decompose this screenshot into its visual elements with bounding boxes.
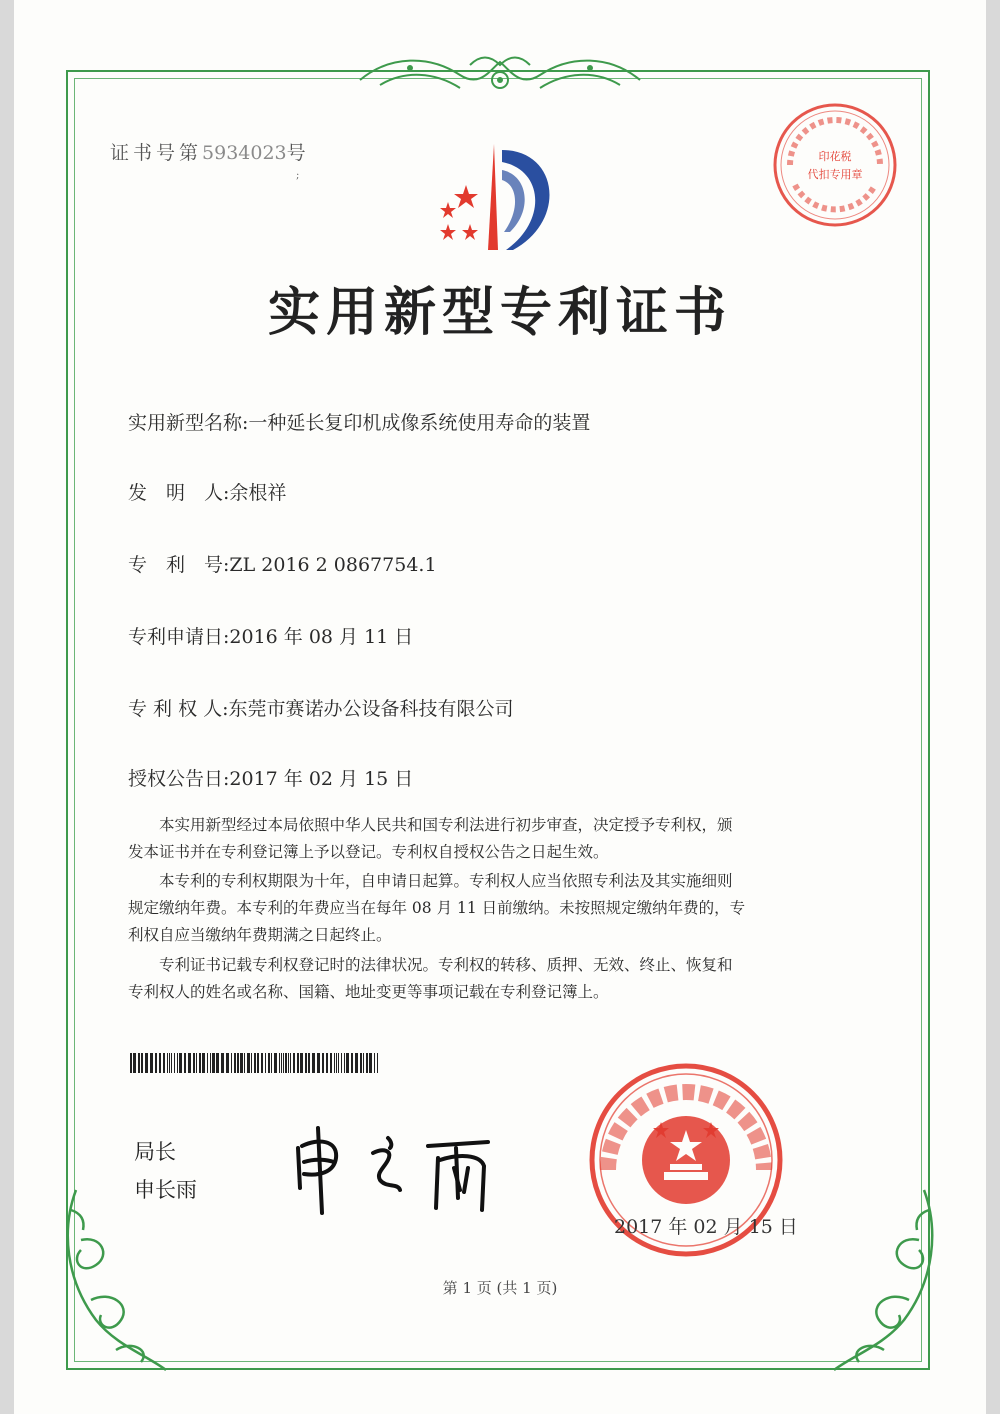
barcode-bar xyxy=(261,1053,263,1073)
body-line: 利权自应当缴纳年费期满之日起终止。 xyxy=(128,926,392,944)
barcode-bar xyxy=(130,1053,132,1073)
field-label: 专利申请日: xyxy=(128,626,230,648)
top-ornament xyxy=(350,50,650,100)
barcode-bar xyxy=(308,1053,310,1073)
barcode-bar xyxy=(169,1053,170,1073)
barcode-bar xyxy=(346,1053,349,1073)
director-name: 申长雨 xyxy=(134,1178,197,1202)
barcode-bar xyxy=(207,1053,208,1073)
barcode-bar xyxy=(145,1053,148,1073)
body-paragraph-2 xyxy=(128,868,854,949)
barcode-bar xyxy=(334,1053,335,1073)
barcode-bar xyxy=(265,1053,266,1073)
body-paragraph-3 xyxy=(128,952,854,1006)
barcode-bar xyxy=(133,1053,136,1073)
barcode-bar xyxy=(196,1053,197,1073)
barcode-bar xyxy=(322,1053,324,1073)
barcode-bar xyxy=(290,1053,291,1073)
barcode-bar xyxy=(199,1053,201,1073)
barcode-bar xyxy=(210,1053,211,1073)
barcode-bar xyxy=(193,1053,195,1073)
body-line: 本专利的专利权期限为十年，自申请日起算。专利权人应当依照专利法及其实施细则 xyxy=(128,872,733,890)
barcode-bar xyxy=(297,1053,299,1073)
barcode-bar xyxy=(281,1053,282,1073)
barcode-bar xyxy=(341,1053,342,1073)
small-mark: ; xyxy=(296,170,300,181)
barcode-bar xyxy=(330,1053,332,1073)
barcode-bar xyxy=(285,1053,287,1073)
barcode-bar xyxy=(355,1053,358,1073)
barcode-bar xyxy=(138,1053,140,1073)
barcode-bar xyxy=(251,1053,252,1073)
barcode-bar xyxy=(360,1053,362,1073)
field-label: 实用新型名称: xyxy=(128,412,249,434)
barcode-bar xyxy=(171,1053,172,1073)
field-label: 授权公告日: xyxy=(128,768,230,790)
field-value: 余根祥 xyxy=(229,482,287,504)
barcode-bar xyxy=(216,1053,219,1073)
barcode-bar xyxy=(231,1053,232,1073)
document-title: 实用新型专利证书 xyxy=(267,283,732,343)
body-line: 本实用新型经过本局依照中华人民共和国专利法进行初步审查，决定授予专利权，颁 xyxy=(128,816,733,834)
barcode-bar xyxy=(240,1053,243,1073)
barcode-bar xyxy=(326,1053,328,1073)
certificate-number-suffix: 号 xyxy=(286,142,310,164)
barcode-bar xyxy=(283,1053,284,1073)
barcode-bar xyxy=(141,1053,143,1073)
svg-text:代扣专用章: 代扣专用章 xyxy=(807,168,863,181)
barcode-bar xyxy=(351,1053,353,1073)
barcode-bar xyxy=(234,1053,236,1073)
body-line: 发本证书并在专利登记簿上予以登记。专利权自授权公告之日起生效。 xyxy=(128,843,609,861)
patent-office-logo-icon xyxy=(418,140,578,260)
barcode-bar xyxy=(366,1053,368,1073)
barcode-bar xyxy=(226,1053,229,1073)
barcode-bar xyxy=(312,1053,315,1073)
barcode-bar xyxy=(300,1053,303,1073)
page-number: 第 1 页 (共 1 页) xyxy=(442,1279,558,1297)
barcode-bar xyxy=(221,1053,224,1073)
barcode-bar xyxy=(247,1053,250,1073)
barcode-bar xyxy=(167,1053,168,1073)
field-filing-date xyxy=(128,622,413,649)
field-label: 发 明 人: xyxy=(128,482,230,504)
seal-date: 2017 年 02 月 15 日 xyxy=(614,1216,798,1238)
body-line: 规定缴纳年费。本专利的年费应当在每年 08 月 11 日前缴纳。未按照规定缴纳年费的，专 xyxy=(128,899,746,917)
director-signature xyxy=(288,1118,508,1218)
barcode-bar xyxy=(268,1053,270,1073)
barcode-bar xyxy=(159,1053,161,1073)
tax-stamp-seal xyxy=(770,100,900,230)
field-value: 2016 年 08 月 11 日 xyxy=(229,626,414,648)
barcode-bar xyxy=(254,1053,256,1073)
field-value: 2017 年 02 月 15 日 xyxy=(229,768,414,790)
barcode-bar xyxy=(377,1053,378,1073)
barcode-bar xyxy=(338,1053,339,1073)
barcode-bar xyxy=(177,1053,178,1073)
field-patentee xyxy=(128,694,514,721)
barcode-bar xyxy=(317,1053,320,1073)
barcode-bar xyxy=(305,1053,307,1073)
field-value: ZL 2016 2 0867754.1 xyxy=(229,554,437,576)
barcode-bar xyxy=(293,1053,295,1073)
body-paragraph-1 xyxy=(128,812,854,866)
body-line: 专利证书记载专利权登记时的法律状况。专利权的转移、质押、无效、终止、恢复和 xyxy=(128,956,733,974)
field-value: 东莞市赛诺办公设备科技有限公司 xyxy=(228,698,514,720)
barcode-bar xyxy=(374,1053,375,1073)
field-inventor xyxy=(128,478,286,505)
barcode-bar xyxy=(363,1053,364,1073)
director-title: 局长 xyxy=(134,1140,176,1164)
certificate-number-prefix: 证书号第 xyxy=(110,142,203,164)
barcode-bar xyxy=(174,1053,175,1073)
barcode-bar xyxy=(237,1053,239,1073)
certificate-number xyxy=(110,138,310,165)
certificate-number-value: 5934023 xyxy=(202,142,287,164)
barcode-bar xyxy=(188,1053,191,1073)
barcode-bar xyxy=(257,1053,259,1073)
barcode-bar xyxy=(336,1053,337,1073)
barcode xyxy=(130,1053,380,1073)
field-grant-date xyxy=(128,764,413,791)
barcode-bar xyxy=(344,1053,345,1073)
barcode-bar xyxy=(244,1053,245,1073)
field-value: 一种延长复印机成像系统使用寿命的装置 xyxy=(248,412,591,434)
barcode-bar xyxy=(271,1053,272,1073)
svg-text:印花税: 印花税 xyxy=(818,150,852,163)
field-utility-model-name xyxy=(128,408,590,435)
field-label: 专 利 权 人: xyxy=(128,698,229,720)
barcode-bar xyxy=(212,1053,215,1073)
barcode-bar xyxy=(369,1053,372,1073)
barcode-bar xyxy=(184,1053,186,1073)
barcode-bar xyxy=(274,1053,277,1073)
barcode-bar xyxy=(155,1053,157,1073)
barcode-bar xyxy=(202,1053,205,1073)
field-patent-number xyxy=(128,550,437,577)
barcode-bar xyxy=(279,1053,280,1073)
barcode-bar xyxy=(288,1053,289,1073)
field-label: 专 利 号: xyxy=(128,554,230,576)
barcode-bar xyxy=(163,1053,165,1073)
body-line: 专利权人的姓名或名称、国籍、地址变更等事项记载在专利登记簿上。 xyxy=(128,983,609,1001)
barcode-bar xyxy=(179,1053,182,1073)
barcode-bar xyxy=(150,1053,153,1073)
